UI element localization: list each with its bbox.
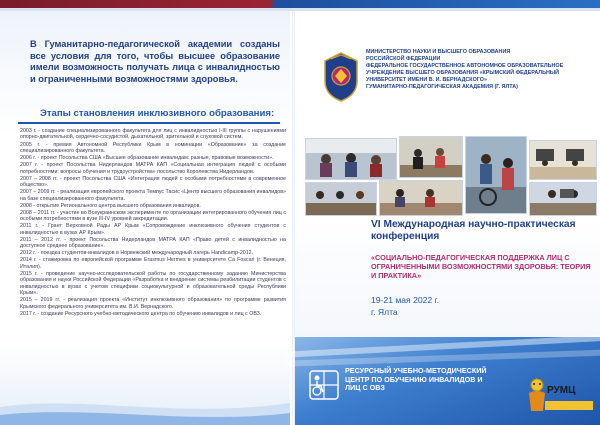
timeline-item: 2007 г. - проект Посольства Нидерландов МАТРА КАП «Социальная интеграция людей с особыми потребностями: вопросы обучения и трудоустройства» посольство Королевства Нидерландов. <box>20 162 286 175</box>
photo-classroom <box>305 138 397 180</box>
timeline-item: 2011 – 2012 гг. - проект Посольства Нидерландов МАТРА КАП «Право детей с инвалидностью на доступное среднее образование». <box>20 236 286 250</box>
timeline-item: 2012 г. - поездка студентов-инвалидов в Норвежский международный лагерь Handicamp-2012. <box>20 250 254 257</box>
rumc-badge-label: РУМЦ <box>547 385 576 396</box>
photo-workshop <box>379 180 463 216</box>
timeline-item: 2017 г. - создание Ресурсного учебно-методического центра по обучению инвалидов и лиц с ОВЗ. <box>20 310 262 317</box>
top-bar <box>0 0 600 8</box>
timeline-item: 2015 – 2019 гг. - реализация проекта «Институт инклюзивного образования» по программе развития Крымского федерального университета им. В.И. Вернадского. <box>20 297 286 310</box>
conference-title: VI Международная научно-практическая конференция <box>371 219 576 242</box>
left-wave-decoration <box>0 385 290 425</box>
left-panel <box>0 11 290 425</box>
conference-date: 19-21 мая 2022 г. <box>371 295 440 305</box>
photo-collage <box>305 136 595 214</box>
photo-office <box>529 182 597 216</box>
ministry-line: УЧРЕЖДЕНИЕ ВЫСШЕГО ОБРАЗОВАНИЯ «КРЫМСКИЙ ФЕДЕРАЛЬНЫЙ <box>366 70 559 76</box>
intro-text: В Гуманитарно-педагогической академии созданы все условия для того, чтобы высшее образование имели возможность получать лица с инвалидностью и ограниченными возможностями здоровья. <box>30 39 280 84</box>
timeline-item: 2008 – 2011 гг. - участие во Всеукраинском эксперименте по организации интегрированного обучения лиц с особыми потребностями в вузе III-IV уровней аккредитации. <box>20 209 286 223</box>
timeline-item: 2007 – 2008 гг. - проект Посольства США «Интеграция людей с особыми потребностями в современное общество». <box>20 175 286 188</box>
ministry-line: ГУМАНИТАРНО-ПЕДАГОГИЧЕСКАЯ АКАДЕМИЯ (Г. ЯЛТА) <box>366 84 518 90</box>
timeline-item: 2011 г. - Грант Верховной Рады АР Крым «Сопровождение инклюзивного обучения студентов с инвалидностью в вузах АР Крым». <box>20 223 286 236</box>
photo-lecture <box>399 136 463 178</box>
timeline-item: 2005 г. - премия Автономной Республики Крым в номинации «Образование» за создание специализированного факультета. <box>20 141 286 154</box>
timeline-item: 2006 г. - проект Посольства США «Высшее образование инвалидам: разные, правовые возможности». <box>20 155 274 161</box>
photo-wheelchair-group <box>465 136 527 214</box>
right-panel <box>295 11 600 425</box>
photo-seminar <box>305 182 377 216</box>
rumc-band <box>295 337 600 425</box>
rumc-badge <box>525 375 595 421</box>
timeline-item: 2008 - открытие Регионального центра высшего образования инвалидов. <box>20 202 201 209</box>
timeline-item: 2014 г. - стажировка по европейской программе Erasmus Hermes в университете Ca Foscari (г. Венеция, Италия). <box>20 257 286 270</box>
conference-block <box>295 219 600 337</box>
stages-timeline <box>20 128 286 318</box>
conference-city: г. Ялта <box>371 307 398 317</box>
photo-computer-lab <box>529 140 597 180</box>
conference-theme: «СОЦИАЛЬНО-ПЕДАГОГИЧЕСКАЯ ПОДДЕРЖКА ЛИЦ С ОГРАНИЧЕННЫМИ ВОЗМОЖНОСТЯМИ ЗДОРОВЬЯ: ТЕОРИЯ И ПРАКТИКА» <box>371 253 591 280</box>
stages-heading-label: Этапы становления инклюзивного образования: <box>40 108 275 119</box>
rumc-center-name: РЕСУРСНЫЙ УЧЕБНО-МЕТОДИЧЕСКИЙ ЦЕНТР ПО ОБУЧЕНИЮ ИНВАЛИДОВ И ЛИЦ С ОВЗ <box>345 366 487 393</box>
ministry-line: РОССИЙСКОЙ ФЕДЕРАЦИИ <box>366 56 441 62</box>
ministry-line: ФЕДЕРАЛЬНОЕ ГОСУДАРСТВЕННОЕ АВТОНОМНОЕ ОБРАЗОВАТЕЛЬНОЕ <box>366 63 564 69</box>
timeline-item: 2003 г. - создание специализированного факультета для лиц с инвалидностью I-III группы с нарушениями опорно-двигательной, сердечно-сосудистой, дыхательной, зрительной и слуховой систем. <box>20 128 286 141</box>
timeline-item: 2007 – 2009 гг. - реализация европейского проекта Темпус Тасис «Центр высшего образования инвалидов» на базе специализированного факультета. <box>20 189 286 202</box>
ministry-line: МИНИСТЕРСТВО НАУКИ И ВЫСШЕГО ОБРАЗОВАНИЯ <box>366 49 511 55</box>
ministry-header <box>366 49 596 91</box>
rumc-badge-strip <box>545 401 593 410</box>
stages-heading <box>18 106 280 124</box>
academy-emblem-icon <box>321 51 361 103</box>
ministry-line: УНИВЕРСИТЕТ ИМЕНИ В. И. ВЕРНАДСКОГО» <box>366 77 487 83</box>
timeline-item: 2015 г. - проведение научно-исследовательской работы по государственному заданию Министерства образования и науки Российской Федерации «Разработка и внедрение системы реабилитации студентов с инвалидностью в вузах с учетом специфики социокультурной и образовательной среды Республики Крым». <box>20 270 286 296</box>
accessibility-puzzle-icon <box>309 370 339 400</box>
